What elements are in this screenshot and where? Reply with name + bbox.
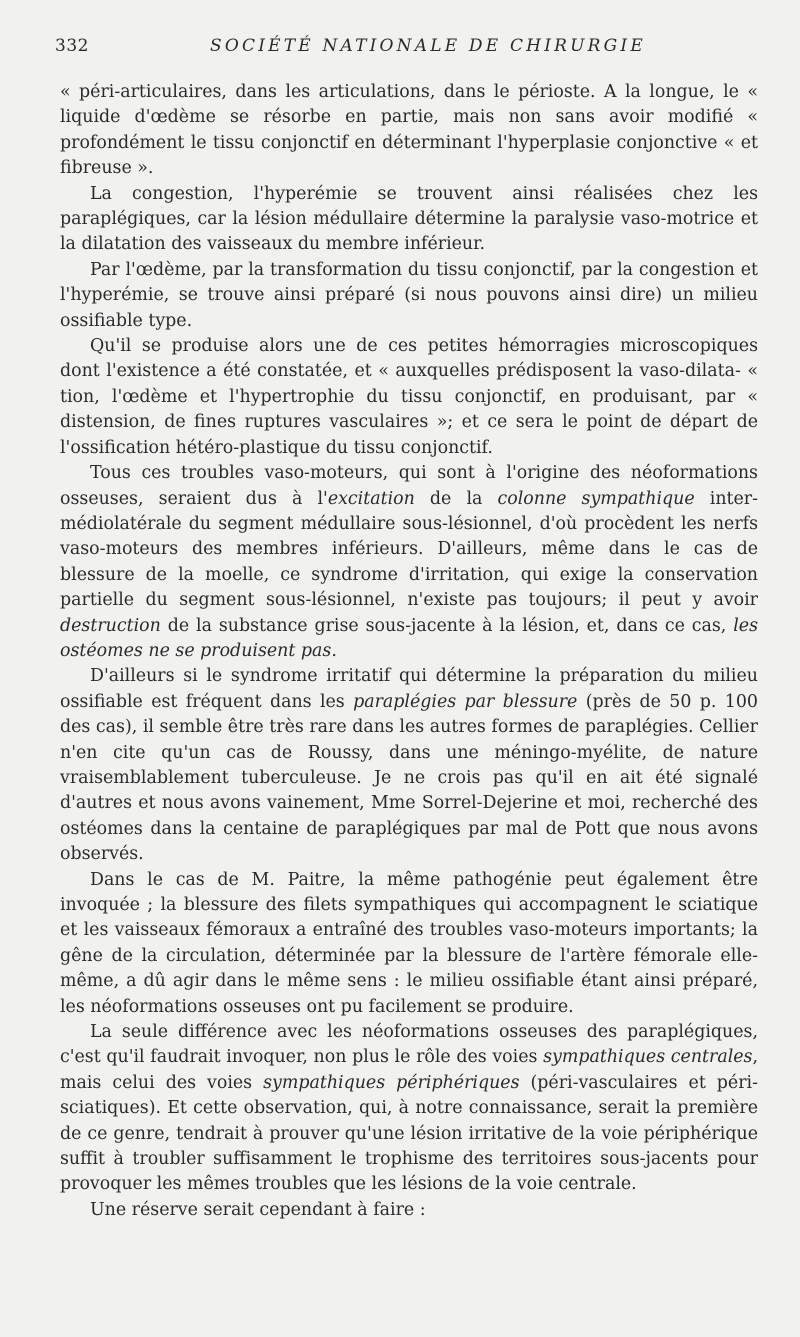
paragraph bbox=[60, 868, 758, 1020]
paragraph bbox=[60, 1020, 758, 1198]
italic-text: sympathiques périphériques bbox=[263, 1072, 520, 1093]
text-run: Tous ces troubles vaso-moteurs, qui sont à l'origine des néoformations osseuses, seraient dus à l' bbox=[60, 463, 758, 509]
italic-text: paraplégies par blessure bbox=[353, 691, 578, 712]
text-run: « péri-articulaires, dans les articulations, dans le périoste. A la longue, le « liquide d'œdème se résorbe en partie, mais non sans avoir modifié « profondément le tissu conjonctif en déterminant l'hyperplasie conjonctive « et fibreuse ». bbox=[60, 82, 758, 179]
paragraph bbox=[60, 664, 758, 867]
italic-text: les ostéomes ne se produisent pas. bbox=[60, 615, 758, 661]
paragraph bbox=[60, 1198, 758, 1223]
text-run: (péri-vasculaires et péri-sciatiques). Et cette observation, qui, à notre connaissance, serait la première de ce genre, tendrait à prouver qu'une lésion irritative de la voie périphérique suffit à troubler suffisamment le trophisme des territoires sous-jacents pour provoquer les mêmes troubles que les lésions de la voie centrale. bbox=[60, 1072, 758, 1195]
page-number: 332 bbox=[55, 36, 89, 56]
text-run: D'ailleurs si le syndrome irritatif qui détermine la préparation du milieu ossifiable est fréquent dans les bbox=[60, 666, 758, 712]
text-run: Qu'il se produise alors une de ces petites hémorragies microscopiques dont l'existence a été constatée, et « auxquelles prédisposent la vaso-dilata- « tion, l'œdème et l'hypertrophie du tissu conjonctif, en produisant, par « distension, de fines ruptures vasculaires »; et ce sera le point de départ de l'ossification hétéro-plastique du tissu conjonctif. bbox=[60, 336, 758, 458]
paragraph bbox=[60, 461, 758, 664]
paragraph bbox=[60, 80, 758, 182]
page-header bbox=[55, 36, 760, 62]
italic-text: colonne sympathique bbox=[497, 488, 695, 509]
text-run: , mais celui des voies bbox=[60, 1047, 758, 1093]
text-run: La seule différence avec les néoformations osseuses des paraplégiques, c'est qu'il faudrait invoquer, non plus le rôle des voies bbox=[60, 1022, 758, 1068]
paragraph bbox=[60, 334, 758, 461]
text-run: de la bbox=[414, 488, 498, 509]
text-run: Dans le cas de M. Paitre, la même pathogénie peut également être invoquée ; la blessure des filets sympathiques qui accompagnent le sciatique et les vaisseaux fémoraux a entraîné des troubles vaso-moteurs importants; la gêne de la circulation, déterminée par la blessure de l'artère fémorale elle-même, a dû agir dans le même sens : le milieu ossifiable étant ainsi préparé, les néoformations osseuses ont pu facilement se produire. bbox=[60, 869, 758, 1017]
running-title: SOCIÉTÉ NATIONALE DE CHIRURGIE bbox=[210, 36, 646, 56]
paragraph bbox=[60, 258, 758, 334]
italic-text: destruction bbox=[60, 615, 161, 636]
text-run: Une réserve serait cependant à faire : bbox=[90, 1199, 426, 1220]
text-run: de la substance grise sous-jacente à la lésion, et, dans ce cas, bbox=[160, 615, 734, 636]
text-run: La congestion, l'hyperémie se trouvent ainsi réalisées chez les paraplégiques, car la lésion médullaire détermine la paralysie vaso-motrice et la dilatation des vaisseaux du membre inférieur. bbox=[60, 183, 758, 255]
text-run: Par l'œdème, par la transformation du tissu conjonctif, par la congestion et l'hyperémie, se trouve ainsi préparé (si nous pouvons ainsi dire) un milieu ossifiable type. bbox=[60, 259, 758, 331]
text-run: (près de 50 p. 100 des cas), il semble être très rare dans les autres formes de paraplégies. Cellier n'en cite qu'un cas de Roussy, dans une méningo-myélite, de nature vraisemblablement tuberculeuse. Je ne crois pas qu'il en ait été signalé d'autres et nous avons vainement, Mme Sorrel-Dejerine et moi, recherché des ostéomes dans la centaine de paraplégiques par mal de Pott que nous avons observés. bbox=[60, 691, 758, 865]
text-run: inter-médiolatérale du segment médullaire sous-lésionnel, d'où procèdent les nerfs vaso-moteurs des membres inférieurs. D'ailleurs, même dans le cas de blessure de la moelle, ce syndrome d'irritation, qui exige la conservation partielle du segment sous-lésionnel, n'existe pas toujours; il peut y avoir bbox=[60, 488, 758, 611]
body-text bbox=[60, 80, 758, 1223]
paragraph bbox=[60, 182, 758, 258]
italic-text: excitation bbox=[327, 488, 415, 509]
italic-text: sympathiques centrales bbox=[543, 1047, 753, 1068]
